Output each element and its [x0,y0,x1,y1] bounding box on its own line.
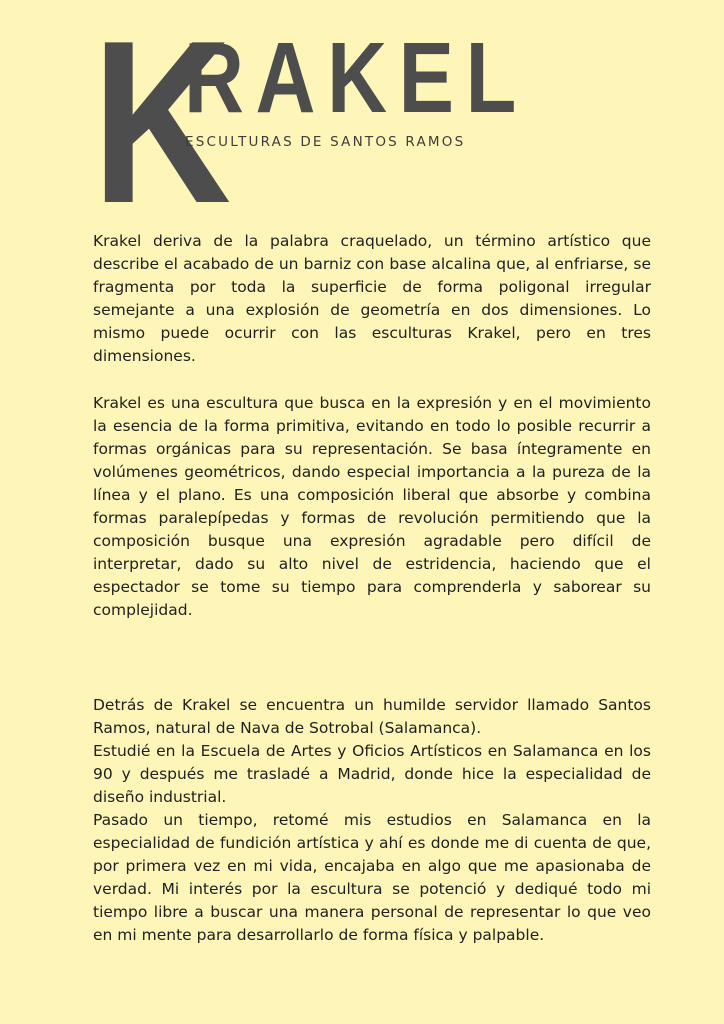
logo-wordmark: RAKEL [184,22,528,134]
logo-subtitle: ESCULTURAS DE SANTOS RAMOS [185,134,466,150]
biography-studies: Estudié en la Escuela de Artes y Oficios Artísticos en Salamanca en los 90 y después me trasladé a Madrid, donde hice la especialidad de diseño industrial. [93,742,651,806]
biography-passion: Pasado un tiempo, retomé mis estudios en Salamanca en la especialidad de fundición artística y ahí es donde me di cuenta de que, por primera vez en mi vida, encajaba en algo que me apasionaba de verdad. Mi interés por la escultura se potenció y dediqué todo mi tiempo libre a buscar una manera personal de representar lo que veo en mi mente para desarrollarlo de forma física y palpable. [93,811,651,944]
paragraph-biography [93,694,651,947]
krakel-logo [92,0,528,252]
biography-intro: Detrás de Krakel se encuentra un humilde servidor llamado Santos Ramos, natural de Nava de Sotrobal (Salamanca). [93,696,651,737]
paragraph-description: Krakel es una escultura que busca en la expresión y en el movimiento la esencia de la forma primitiva, evitando en todo lo posible recurrir a formas orgánicas para su representación. Se basa íntegramente en volúmenes geométricos, dando especial importancia a la pureza de la línea y el plano. Es una composición liberal que absorbe y combina formas paralepípedas y formas de revolución permitiendo que la composición busque una expresión agradable pero difícil de interpretar, dado su alto nivel de estridencia, haciendo que el espectador se tome su tiempo para comprenderla y saborear su complejidad. [93,394,651,619]
logo-initial-k: K [92,0,232,252]
paragraph-origin: Krakel deriva de la palabra craquelado, un término artístico que describe el acabado de un barniz con base alcalina que, al enfriarse, se fragmenta por toda la superficie de forma poligonal irregular semejante a una explosión de geometría en dos dimensiones. Lo mismo puede ocurrir con las esculturas Krakel, pero en tres dimensiones. [93,232,651,365]
